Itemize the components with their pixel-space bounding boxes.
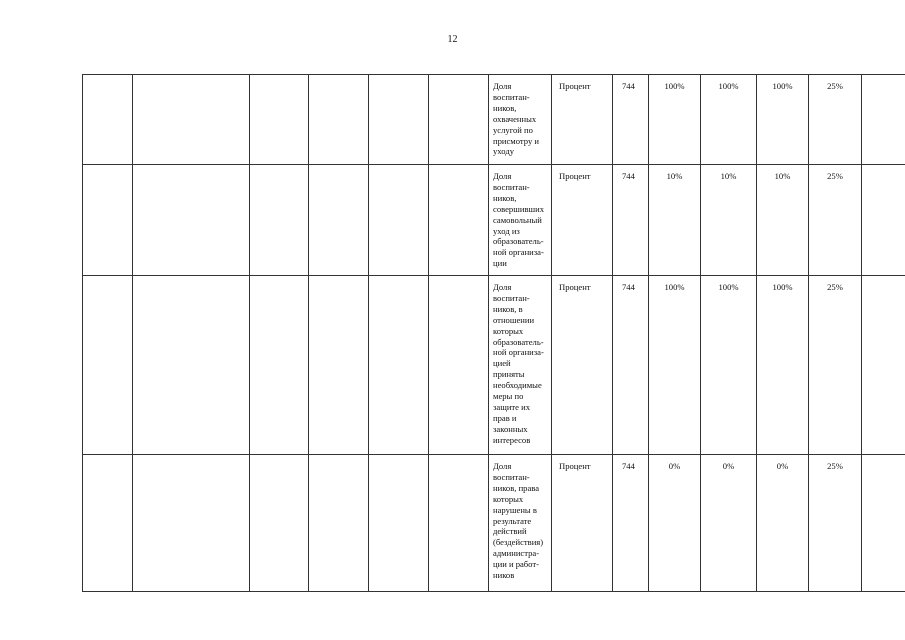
value-cell: 100% [701,276,757,455]
empty-cell [309,276,369,455]
value-cell: 100% [757,75,809,165]
deviation-cell: 25% [809,165,862,276]
code-cell: 744 [613,276,649,455]
code-cell: 744 [613,75,649,165]
page-number: 12 [447,34,458,45]
value-cell: 100% [701,75,757,165]
empty-cell [83,165,133,276]
unit-cell: Процент [552,455,613,592]
empty-cell [83,455,133,592]
empty-cell [862,276,905,455]
code-cell: 744 [613,165,649,276]
empty-cell [83,75,133,165]
empty-cell [83,276,133,455]
empty-cell [429,75,489,165]
empty-cell [250,165,309,276]
empty-cell [250,455,309,592]
empty-cell [133,276,250,455]
empty-cell [369,75,429,165]
value-cell: 100% [649,276,701,455]
empty-cell [862,455,905,592]
empty-cell [429,276,489,455]
value-cell: 10% [701,165,757,276]
empty-cell [309,455,369,592]
indicator-name: Доля воспитан- ников, в отношении которых образователь- ной организа- цией приняты необходимые меры по защите их прав и законных интересов [489,276,552,455]
table-row [83,455,905,592]
empty-cell [309,165,369,276]
value-cell: 10% [649,165,701,276]
empty-cell [429,165,489,276]
deviation-cell: 25% [809,455,862,592]
indicator-name: Доля воспитан- ников, охваченных услугой по присмотру и уходу [489,75,552,165]
value-cell: 100% [757,276,809,455]
deviation-cell: 25% [809,75,862,165]
empty-cell [250,276,309,455]
deviation-cell: 25% [809,276,862,455]
table-row [83,276,905,455]
value-cell: 10% [757,165,809,276]
empty-cell [309,75,369,165]
code-cell: 744 [613,455,649,592]
empty-cell [133,165,250,276]
empty-cell [369,276,429,455]
empty-cell [429,455,489,592]
unit-cell: Процент [552,75,613,165]
indicators-table [82,74,905,592]
indicator-name: Доля воспитан- ников, права которых нарушены в результате действий (бездействия) администра- ции и работ- ников [489,455,552,592]
table-row [83,75,905,165]
value-cell: 0% [757,455,809,592]
empty-cell [369,165,429,276]
empty-cell [369,455,429,592]
empty-cell [133,455,250,592]
empty-cell [862,165,905,276]
empty-cell [250,75,309,165]
empty-cell [862,75,905,165]
value-cell: 100% [649,75,701,165]
table-row [83,165,905,276]
empty-cell [133,75,250,165]
value-cell: 0% [701,455,757,592]
value-cell: 0% [649,455,701,592]
indicator-name: Доля воспитан- ников, совершивших самовольный уход из образователь- ной организа- ции [489,165,552,276]
unit-cell: Процент [552,165,613,276]
unit-cell: Процент [552,276,613,455]
